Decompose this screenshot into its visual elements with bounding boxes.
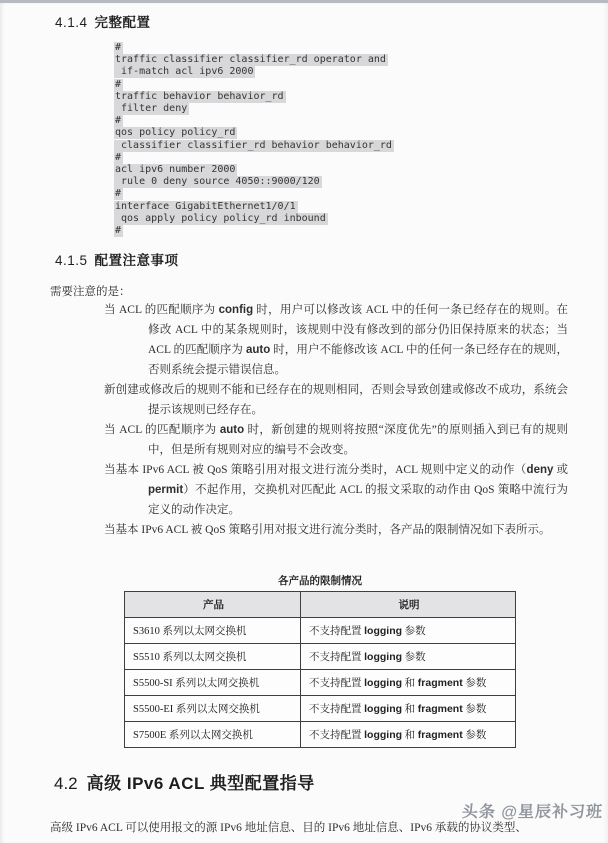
table-caption: 各产品的限制情况 [278, 575, 362, 587]
section-title: 高级 IPv6 ACL 典型配置指导 [86, 774, 315, 793]
section-number: 4.1.5 [55, 253, 88, 268]
text-run: logging [364, 625, 403, 637]
code-line [114, 103, 394, 115]
table-row [125, 722, 516, 748]
text-run: fragment [417, 677, 463, 689]
code-text: # [115, 42, 122, 53]
code-text: # [115, 188, 122, 200]
section-heading-4-1-4 [55, 14, 151, 31]
description-cell [301, 670, 516, 696]
code-line [114, 127, 394, 139]
code-text: # [115, 151, 122, 163]
text-run: 当基本 IPv6 ACL 被 QoS 策略引用对报文进行流分类时，ACL 规则中定义的动作（ [104, 464, 527, 476]
note-item [104, 300, 568, 380]
product-cell: S5510 系列以太网交换机 [125, 644, 301, 670]
description-cell [301, 644, 516, 670]
code-text: qos apply policy policy_rd inbound [115, 212, 326, 224]
text-run: 和 [402, 730, 418, 741]
config-code-block [114, 42, 394, 237]
text-run: 时，用户可以修改该 ACL 中的任何一条已经存在的规则。在修改 ACL 中的某条规则时，该规则中没有修改到的部分仍旧保持原来的状态；当 ACL 的匹配顺序为 [148, 304, 568, 356]
table-row [125, 644, 516, 670]
code-text: acl ipv6 number 2000 [115, 164, 236, 176]
text-run: 参数 [462, 678, 487, 689]
section-number: 4.2 [54, 774, 78, 793]
text-run: 不支持配置 [309, 704, 365, 715]
text-run: 时，新创建的规则将按照“深度优先”的原则插入到已有的规则中，但是所有规则对应的编号不会改变。 [148, 424, 568, 456]
code-line [114, 225, 394, 237]
product-limits-table [124, 591, 516, 748]
notes-intro: 需要注意的是： [50, 286, 131, 298]
section-heading-4-2 [54, 772, 315, 796]
code-text: # [115, 225, 122, 237]
text-run: 不支持配置 [309, 730, 365, 741]
text-run: permit [148, 484, 184, 496]
code-line [114, 164, 394, 176]
text-run: fragment [417, 729, 463, 741]
code-text: interface GigabitEthernet1/0/1 [115, 200, 296, 212]
text-run: auto [219, 424, 245, 436]
toutiao-watermark: 头条 @星辰补习班 [461, 804, 604, 821]
text-run: 当基本 IPv6 ACL 被 QoS 策略引用对报文进行流分类时，各产品的限制情况如下表所示。 [104, 524, 551, 536]
note-item [104, 460, 568, 520]
section-heading-4-1-5 [55, 252, 179, 269]
text-run: 参数 [462, 730, 487, 741]
text-run: ）不起作用，交换机对匹配此 ACL 的报文采取的动作由 QoS 策略中流行为定义的动作决定。 [148, 484, 568, 516]
note-item [104, 380, 568, 420]
code-line [114, 152, 394, 164]
code-text: # [115, 115, 122, 127]
description-cell [301, 618, 516, 644]
section-4-2-body-text: 高级 IPv6 ACL 可以使用报文的源 IPv6 地址信息、目的 IPv6 地址信息、IPv6 承载的协议类型、 [50, 822, 527, 834]
code-line [114, 140, 394, 152]
notes-list [104, 300, 568, 540]
text-run: 不支持配置 [309, 626, 365, 637]
text-run: 和 [402, 678, 418, 689]
table-row [125, 696, 516, 722]
code-text: filter deny [115, 103, 188, 115]
code-line [114, 188, 394, 200]
text-run: 参数 [402, 626, 426, 637]
text-run: 或 [553, 464, 569, 476]
text-run: 参数 [462, 704, 487, 715]
code-line [114, 79, 394, 91]
section-title: 完整配置 [94, 15, 151, 30]
code-line [114, 213, 394, 225]
text-run: fragment [417, 703, 463, 715]
table-row [125, 670, 516, 696]
table-row [125, 618, 516, 644]
text-run: logging [364, 729, 403, 741]
column-header-product: 产品 [125, 592, 301, 618]
text-run: 新创建或修改后的规则不能和已经存在的规则相同，否则会导致创建或修改不成功，系统会提示该规则已经存在。 [104, 384, 568, 416]
description-cell [301, 696, 516, 722]
code-text: traffic behavior behavior_rd [115, 90, 284, 102]
product-cell: S5500-EI 系列以太网交换机 [125, 696, 301, 722]
text-run: deny [526, 464, 554, 476]
product-cell: S7500E 系列以太网交换机 [125, 722, 301, 748]
product-cell: S3610 系列以太网交换机 [125, 618, 301, 644]
text-run: 当 ACL 的匹配顺序为 [104, 304, 219, 316]
code-line [114, 201, 394, 213]
text-run: logging [364, 677, 403, 689]
code-text: classifier classifier_rd behavior behavior_rd [115, 139, 392, 151]
code-line [114, 115, 394, 127]
text-run: 时，用户不能修改该 ACL 中的任何一条已经存在的规则，否则系统会提示错误信息。 [148, 344, 568, 376]
section-number: 4.1.4 [55, 15, 88, 30]
text-run: 参数 [402, 652, 426, 663]
code-text: if-match acl ipv6 2000 [115, 66, 254, 78]
code-line [114, 91, 394, 103]
code-text: qos policy policy_rd [115, 127, 236, 139]
product-cell: S5500-SI 系列以太网交换机 [125, 670, 301, 696]
text-run: 和 [402, 704, 418, 715]
code-line [114, 176, 394, 188]
note-item [104, 420, 568, 460]
note-item [104, 520, 568, 540]
code-text: rule 0 deny source 4050::9000/120 [115, 176, 320, 188]
column-header-description: 说明 [301, 592, 516, 618]
code-line [114, 54, 394, 66]
text-run: 不支持配置 [309, 652, 365, 663]
text-run: 不支持配置 [309, 678, 365, 689]
text-run: 当 ACL 的匹配顺序为 [104, 424, 220, 436]
text-run: logging [364, 651, 403, 663]
code-line [114, 66, 394, 78]
code-line [114, 42, 394, 54]
code-text: traffic classifier classifier_rd operator and [115, 54, 386, 66]
text-run: auto [245, 344, 271, 356]
code-text: # [115, 78, 122, 90]
table-header-row [125, 592, 516, 618]
description-cell [301, 722, 516, 748]
section-title: 配置注意事项 [94, 253, 179, 268]
text-run: config [218, 304, 254, 316]
text-run: logging [364, 703, 403, 715]
